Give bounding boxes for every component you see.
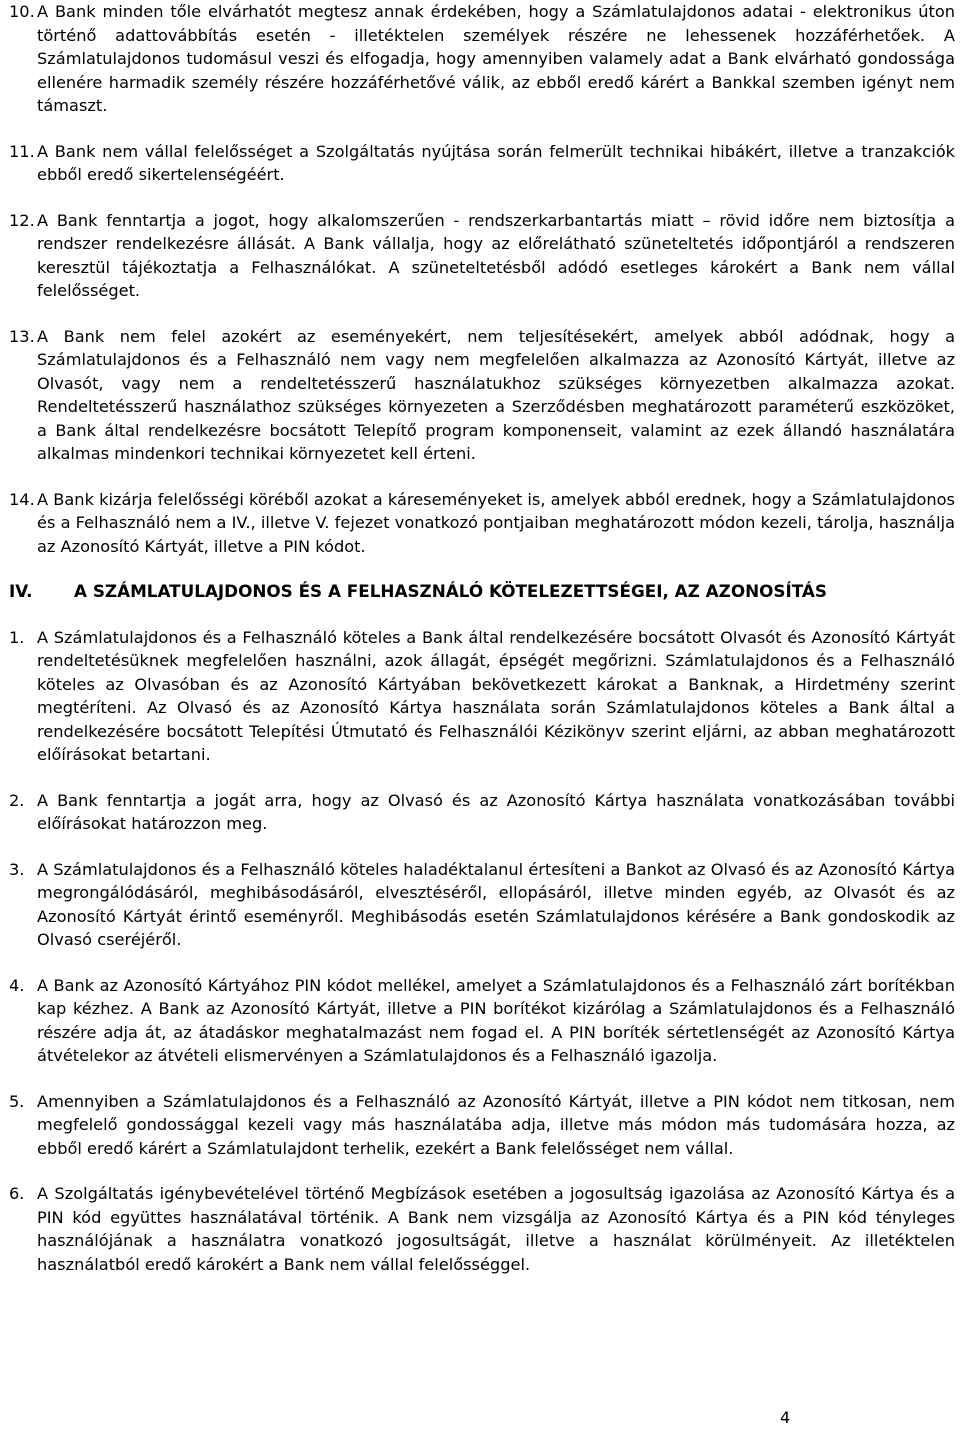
clause-text: A Bank fenntartja a jogot, hogy alkalomszerűen - rendszerkarbantartás miatt – rövid időre nem biztosítja a rendszer rendelkezésre állását. A Bank vállalja, hogy az előrelátható szüneteltetés időpontjáról a rendszeren keresztül tájékoztatja a Felhasználókat. A szüneteltetésből adódó esetleges károkért a Bank nem vállal felelősséget. xyxy=(37,210,955,300)
clause-iv-2 xyxy=(9,789,955,836)
clause-13 xyxy=(9,325,955,466)
clause-10 xyxy=(9,0,955,118)
clause-text: A Bank nem felel azokért az eseményekért, nem teljesítésekért, amelyek abból adódnak, hogy a Számlatulajdonos és a Felhasználó nem vagy nem megfelelően alkalmazza az Azonosító Kártyát, illetve az Olvasót, vagy nem a rendeltetésszerű használatukhoz szükséges környezetben alkalmazza azokat. Rendeltetésszerű használathoz szükséges környezeten a Szerződésben meghatározott paraméterű eszközöket, a Bank által rendelkezésre bocsátott Telepítő program komponenseit, valamint az ezek állandó használatára alkalmas mindenkori technikai környezetet kell érteni. xyxy=(37,326,955,463)
clause-text: A Bank fenntartja a jogát arra, hogy az Olvasó és az Azonosító Kártya használata vonatkozásában további előírásokat határozzon meg. xyxy=(37,790,955,833)
section-title: A SZÁMLATULAJDONOS ÉS A FELHASZNÁLÓ KÖTELEZETTSÉGEI, AZ AZONOSÍTÁS xyxy=(74,581,827,601)
clause-iv-6 xyxy=(9,1182,955,1276)
clause-text: A Szolgáltatás igénybevételével történő Megbízások esetében a jogosultság igazolása az Azonosító Kártya és a PIN kód együttes használatával történik. A Bank nem vizsgálja az Azonosító Kártya és a PIN kód tényleges használójának a használatra vonatkozó jogosultságát, illetve a használat körülményeit. Az illetéktelen használatból eredő károkért a Bank nem vállal felelősséggel. xyxy=(37,1184,955,1274)
clause-number: 10. xyxy=(9,2,35,21)
clause-iv-5 xyxy=(9,1090,955,1161)
clause-text: A Bank minden tőle elvárhatót megtesz annak érdekében, hogy a Számlatulajdonos adatai - elektronikus úton történő adattovábbítás esetén - illetéktelen személyek részére ne lehessenek hozzáférhetőek. A Számlatulajdonos tudomásul veszi és elfogadja, hogy amennyiben valamely adat a Bank elvárható gondossága ellenére harmadik személy részére hozzáférhetővé válik, az ebből eredő kárért a Bankkal szemben igényt nem támaszt. xyxy=(37,2,955,115)
page-number: 4 xyxy=(780,1408,791,1427)
clause-iv-4 xyxy=(9,974,955,1068)
clause-text: Amennyiben a Számlatulajdonos és a Felhasználó az Azonosító Kártyát, illetve a PIN kódot nem titkosan, nem megfelelő gondossággal kezeli vagy más használatába adja, illetve más módon más tudomására hozza, az ebből eredő kárért a Számlatulajdont terhelik, ezekért a Bank felelősséget nem vállal. xyxy=(37,1091,955,1158)
clause-number: 12. xyxy=(9,210,35,230)
clause-number: 6. xyxy=(9,1184,25,1203)
clause-number: 1. xyxy=(9,627,25,647)
clause-iv-1 xyxy=(9,626,955,767)
document-page xyxy=(9,0,955,1298)
clause-11 xyxy=(9,140,955,187)
clause-text: A Számlatulajdonos és a Felhasználó köteles a Bank által rendelkezésére bocsátott Olvasót és Azonosító Kártyát rendeltetésüknek megfelelően használni, azok állagát, épségét megőrizni. Számlatulajdonos és a Felhasználó köteles az Olvasóban és az Azonosító Kártyában bekövetkezett károkat a Banknak, a Hirdetmény szerint megtéríteni. Az Olvasó és az Azonosító Kártya használata során Számlatulajdonos köteles a Bank által a rendelkezésére bocsátott Telepítési Útmutató és Felhasználói Kézikönyv szerint eljárni, az abban meghatározott előírásokat betartani. xyxy=(37,627,955,764)
section-heading xyxy=(9,580,955,604)
clause-12 xyxy=(9,209,955,303)
clause-number: 14. xyxy=(9,489,35,509)
section-number: IV. xyxy=(9,581,33,601)
clause-number: 5. xyxy=(9,1091,25,1111)
clause-14 xyxy=(9,488,955,559)
clause-text: A Bank kizárja felelősségi köréből azokat a káreseményeket is, amelyek abból erednek, hogy a Számlatulajdonos és a Felhasználó nem a IV., illetve V. fejezet vonatkozó pontjaiban meghatározott módon kezeli, tárolja, használja az Azonosító Kártyát, illetve a PIN kódot. xyxy=(37,489,955,556)
clause-number: 2. xyxy=(9,790,25,810)
clause-number: 3. xyxy=(9,859,25,879)
clause-number: 13. xyxy=(9,326,35,346)
clause-number: 11. xyxy=(9,141,35,161)
clause-number: 4. xyxy=(9,975,25,995)
clause-text: A Bank nem vállal felelősséget a Szolgáltatás nyújtása során felmerült technikai hibákért, illetve a tranzakciók ebből eredő sikertelenségéért. xyxy=(37,141,955,184)
clause-iv-3 xyxy=(9,858,955,952)
clause-text: A Számlatulajdonos és a Felhasználó köteles haladéktalanul értesíteni a Bankot az Olvasó és az Azonosító Kártya megrongálódásáról, meghibásodásáról, elvesztéséről, ellopásáról, illetve minden egyéb, az Olvasót és az Azonosító Kártyát érintő eseményről. Meghibásodás esetén Számlatulajdonos kérésére a Bank gondoskodik az Olvasó cseréjéről. xyxy=(37,859,955,949)
clause-text: A Bank az Azonosító Kártyához PIN kódot mellékel, amelyet a Számlatulajdonos és a Felhasználó zárt borítékban kap kézhez. A Bank az Azonosító Kártyát, illetve a PIN borítékot kizárólag a Számlatulajdonos és a Felhasználó részére adja át, az átadáskor meghatalmazást nem fogad el. A PIN boríték sértetlenségét az Azonosító Kártya átvételekor az átvételi elismervényen a Számlatulajdonos és a Felhasználó igazolja. xyxy=(37,975,955,1065)
